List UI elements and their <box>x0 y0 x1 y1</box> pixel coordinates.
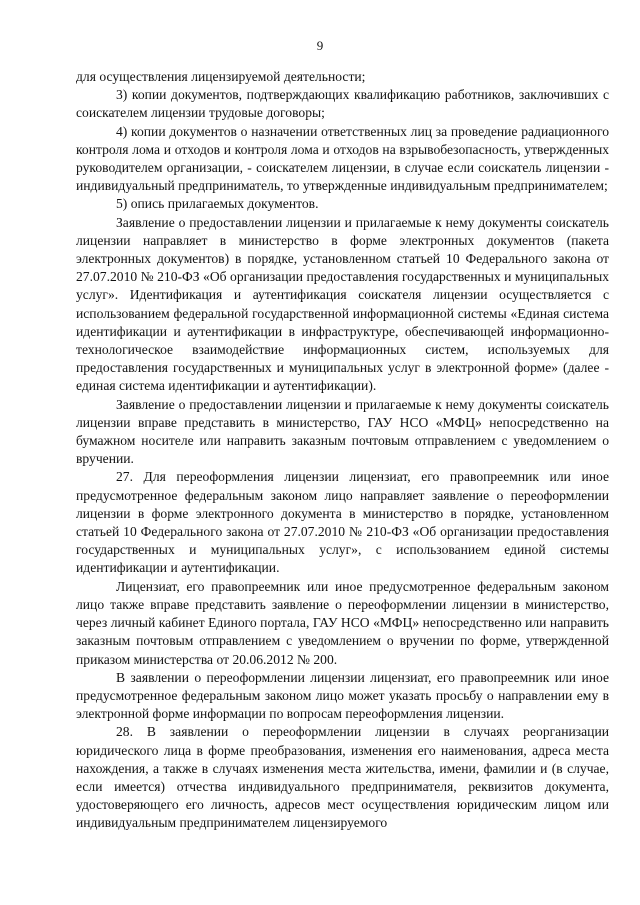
paragraph: 3) копии документов, подтверждающих квалификацию работников, заключивших с соискателем лицензии трудовые договоры; <box>76 87 609 121</box>
paragraph: Лицензиат, его правопреемник или иное предусмотренное федеральным законом лицо также вправе представить заявление о переоформлении лицензии в министерство, через личный кабинет Единого портала, ГАУ НСО «МФЦ» непосредственно или направить заказным почтовым отправлением с уведомлением о вручении по форме, утвержденной приказом министерства от 20.06.2012 № 200. <box>76 578 609 667</box>
paragraph: 27. Для переоформления лицензии лицензиат, его правопреемник или иное предусмотренное федеральным законом лицо направляет заявление о переоформлении лицензии в форме электронного документа в министерство в порядке, установленном статьей 10 Федерального закона от 27.07.2010 № 210-ФЗ «Об организации предоставления государственных и муниципальных услуг», с использованием единой системы идентификации и аутентификации. <box>76 469 609 576</box>
paragraph: для осуществления лицензируемой деятельности; <box>76 69 366 84</box>
paragraph: Заявление о предоставлении лицензии и прилагаемые к нему документы соискатель лицензии вправе представить в министерство, ГАУ НСО «МФЦ» непосредственно на бумажном носителе или направить заказным почтовым отправлением с уведомлением о вручении. <box>76 396 609 467</box>
paragraph: 4) копии документов о назначении ответственных лиц за проведение радиационного контроля лома и отходов и контроля лома и отходов на взрывобезопасность, утвержденных руководителем организации, - соискателем лицензии, в случае если соискатель лицензии - индивидуальный предприниматель, то утвержденные индивидуальным предпринимателем; <box>76 123 609 194</box>
page-number: 9 <box>316 38 324 53</box>
document-body <box>76 68 609 833</box>
paragraph: 5) опись прилагаемых документов. <box>116 196 319 212</box>
paragraph: 28. В заявлении о переоформлении лицензии в случаях реорганизации юридического лица в форме преобразования, изменения его наименования, адреса места нахождения, а также в случаях изменения места жительства, имени, фамилии и (в случае, если имеется) отчества индивидуального предпринимателя, реквизитов документа, удостоверяющего его личность, адресов мест осуществления юридическим лицом или индивидуальным предпринимателем лицензируемого <box>76 724 609 831</box>
paragraph: В заявлении о переоформлении лицензии лицензиат, его правопреемник или иное предусмотренное федеральным законом лицо может указать просьбу о направлении ему в электронной форме информации по вопросам переоформления лицензии. <box>76 669 609 722</box>
paragraph: Заявление о предоставлении лицензии и прилагаемые к нему документы соискатель лицензии направляет в министерство в форме электронных документов (пакета электронных документов) в порядке, установленном статьей 10 Федерального закона от 27.07.2010 № 210-ФЗ «Об организации предоставления государственных и муниципальных услуг». Идентификация и аутентификация соискателя лицензии осуществляется с использованием федеральной государственной информационной системы «Единая система идентификации и аутентификации в инфраструктуре, обеспечивающей информационно-технологическое взаимодействие информационных систем, используемых для предоставления государственных и муниципальных услуг в электронной форме» (далее - единая система идентификации и аутентификации). <box>76 214 609 394</box>
